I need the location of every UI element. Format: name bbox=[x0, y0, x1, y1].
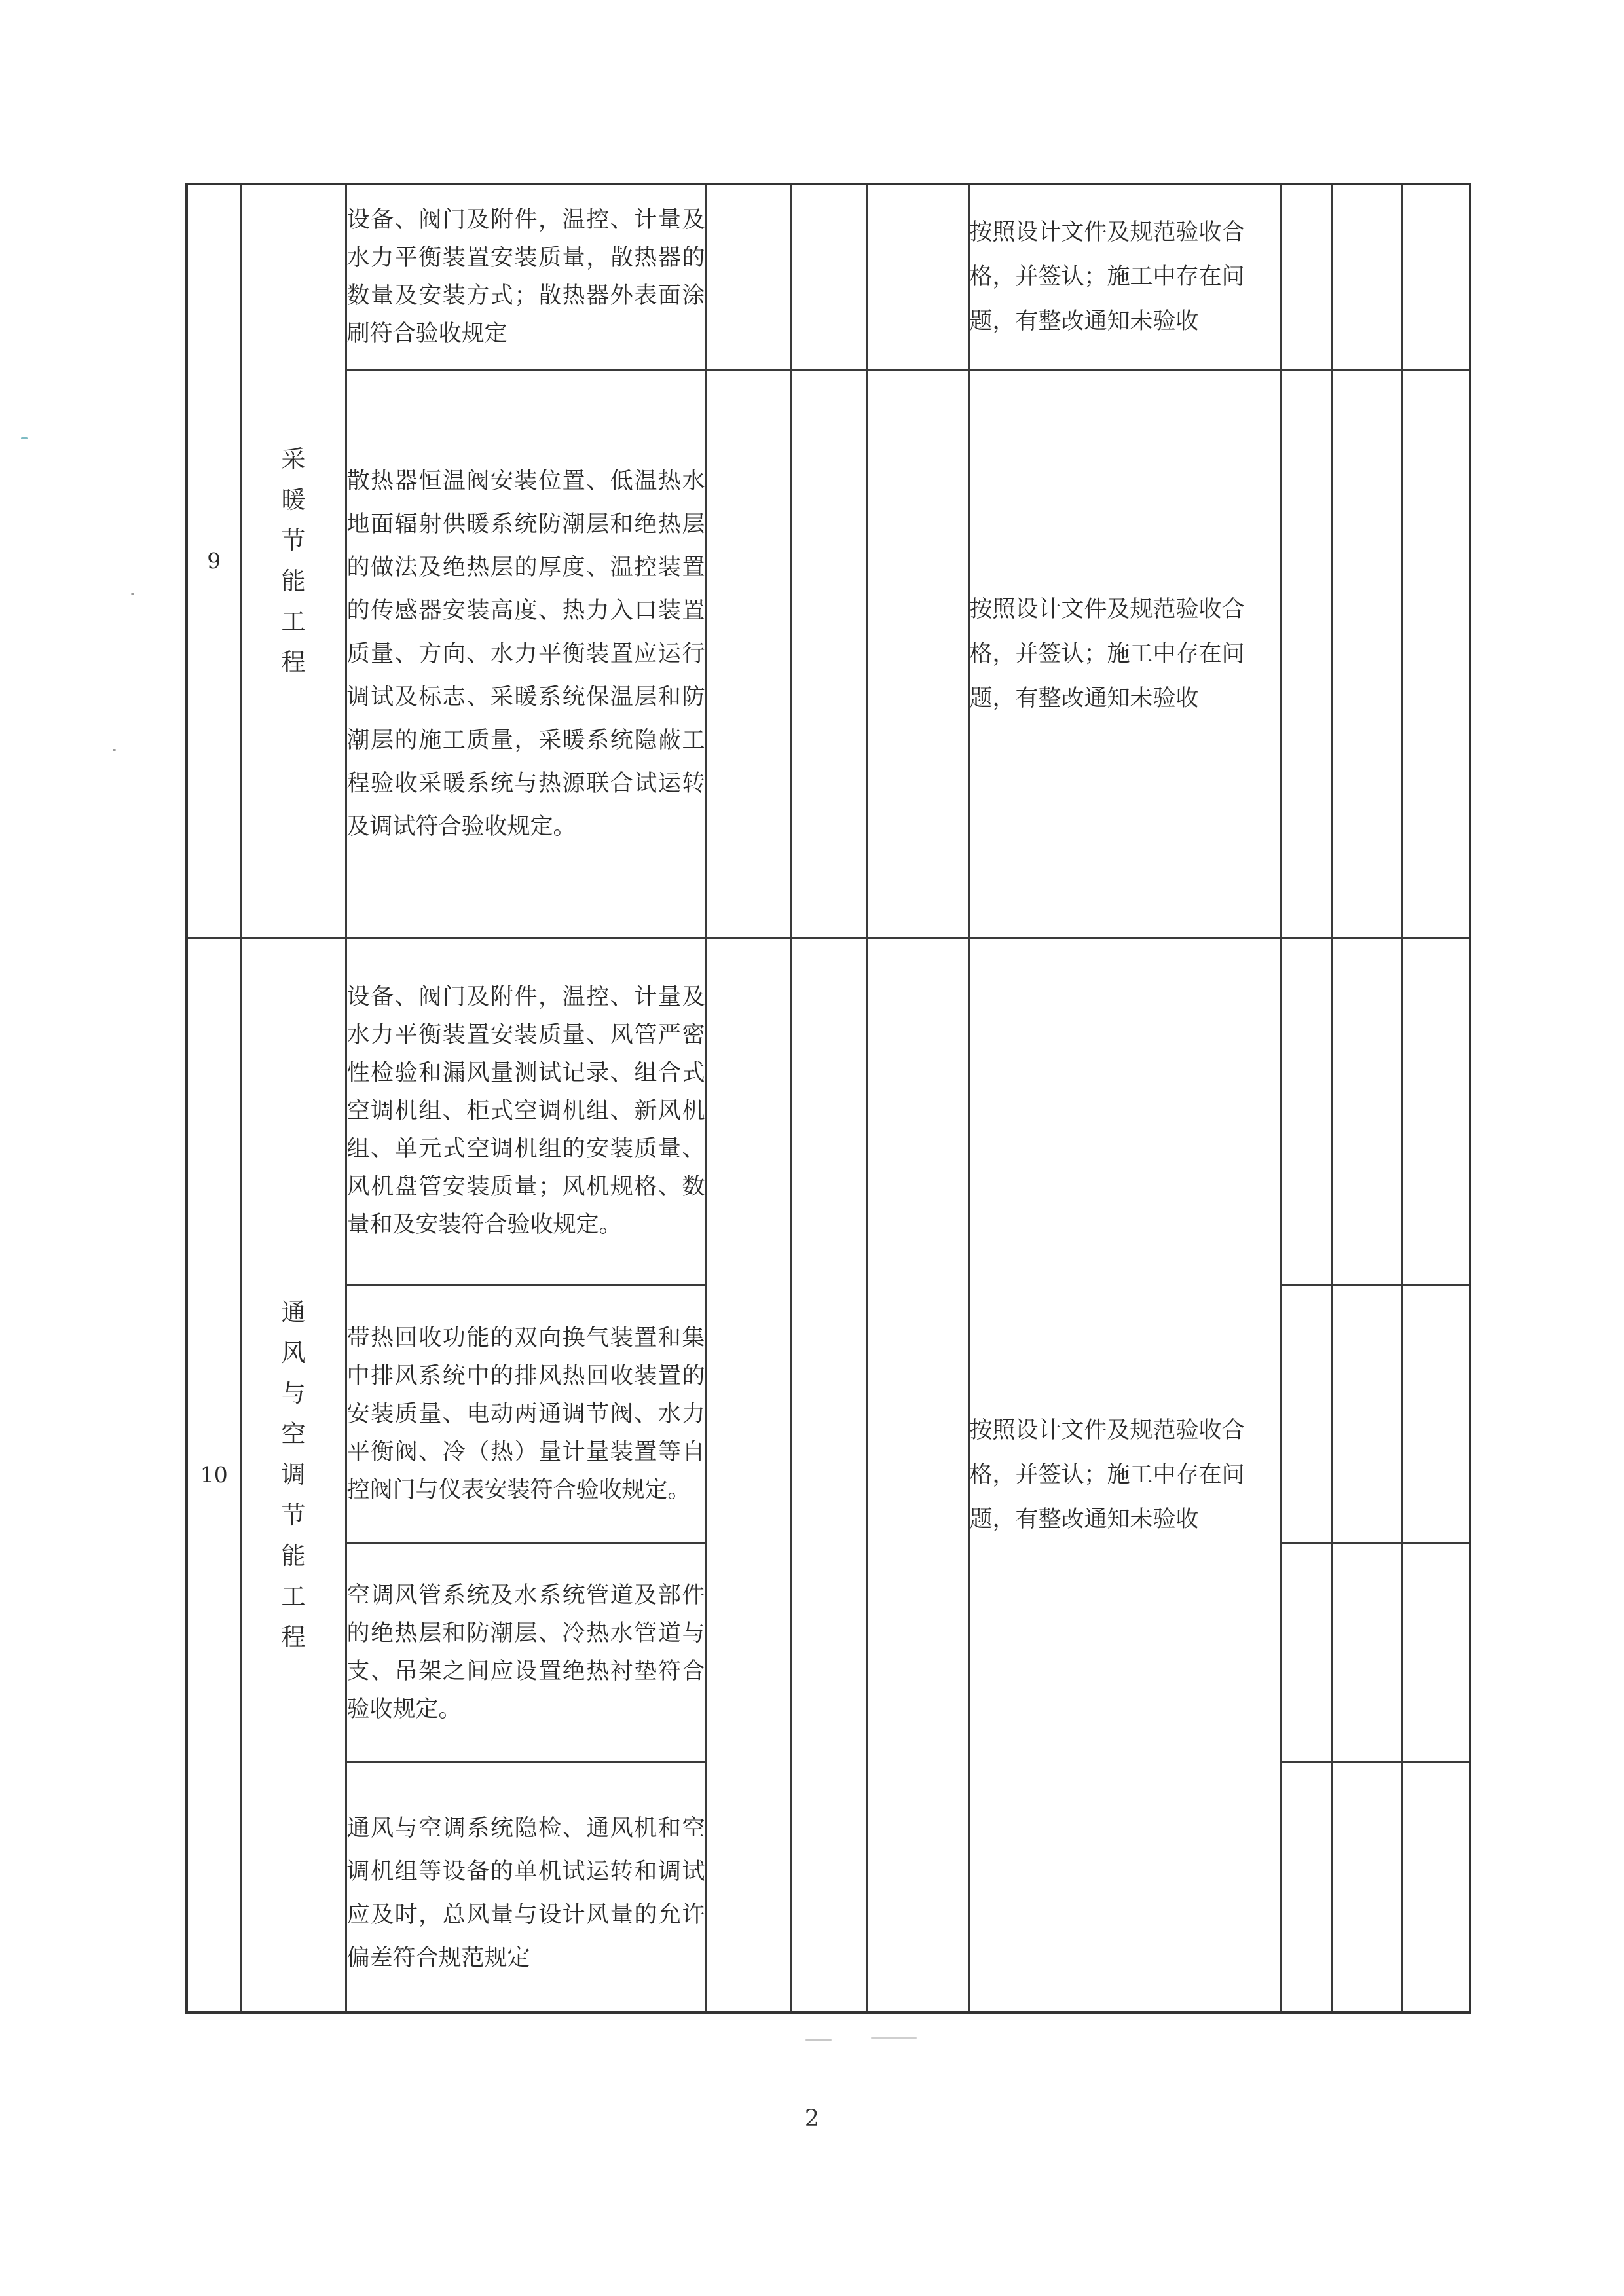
blank-cell bbox=[1331, 1285, 1401, 1543]
blank-cell bbox=[867, 938, 969, 2013]
blank-cell bbox=[1331, 1762, 1401, 2013]
blank-cell bbox=[706, 370, 790, 938]
blank-cell bbox=[1331, 370, 1401, 938]
section-9-item-1-requirement: 按照设计文件及规范验收合格，并签认；施工中存在问题，有整改通知未验收 bbox=[969, 184, 1280, 370]
section-9-item-2-content: 散热器恒温阀安装位置、低温热水地面辐射供暖系统防潮层和绝热层的做法及绝热层的厚度、温控装置的传感器安装高度、热力入口装置质量、方向、水力平衡装置应运行调试及标志、采暖系统保温层和防潮层的施工质量，采暖系统隐蔽工程验收采暖系统与热源联合试运转及调试符合验收规定。 bbox=[346, 370, 706, 938]
inspection-table bbox=[185, 183, 1471, 2014]
section-9-item-1-content: 设备、阀门及附件，温控、计量及水力平衡装置安装质量，散热器的数量及安装方式；散热器外表面涂刷符合验收规定 bbox=[346, 184, 706, 370]
section-10-project-label: 通风与空调节能工程 bbox=[281, 1298, 306, 1651]
section-10-item-4-content: 通风与空调系统隐检、通风机和空调机组等设备的单机试运转和调试应及时，总风量与设计风量的允许偏差符合规范规定 bbox=[346, 1762, 706, 2013]
section-9-item-2-requirement: 按照设计文件及规范验收合格，并签认；施工中存在问题，有整改通知未验收 bbox=[969, 370, 1280, 938]
scan-speck bbox=[805, 2039, 832, 2041]
section-10-item-2-content: 带热回收功能的双向换气装置和集中排风系统中的排风热回收装置的安装质量、电动两通调节阀、水力平衡阀、冷（热）量计量装置等自控阀门与仪表安装符合验收规定。 bbox=[346, 1285, 706, 1543]
blank-cell bbox=[1331, 1543, 1401, 1762]
table-row bbox=[187, 370, 1470, 938]
scan-speck bbox=[113, 749, 116, 751]
table-row bbox=[187, 184, 1470, 370]
blank-cell bbox=[1401, 938, 1470, 1285]
blank-cell bbox=[1401, 1762, 1470, 2013]
blank-cell bbox=[1280, 1285, 1331, 1543]
section-10-project bbox=[241, 938, 346, 2013]
section-10-requirement: 按照设计文件及规范验收合格，并签认；施工中存在问题，有整改通知未验收 bbox=[969, 938, 1280, 2013]
blank-cell bbox=[1280, 1543, 1331, 1762]
blank-cell bbox=[1280, 184, 1331, 370]
blank-cell bbox=[706, 184, 790, 370]
blank-cell bbox=[867, 370, 969, 938]
blank-cell bbox=[1331, 938, 1401, 1285]
section-9-project bbox=[241, 184, 346, 938]
blank-cell bbox=[1280, 370, 1331, 938]
blank-cell bbox=[1401, 1543, 1470, 1762]
scan-speck bbox=[871, 2037, 917, 2039]
blank-cell bbox=[1401, 1285, 1470, 1543]
page-number: 2 bbox=[804, 2105, 820, 2132]
blank-cell bbox=[1331, 184, 1401, 370]
scan-speck bbox=[131, 593, 134, 595]
section-10-item-1-content: 设备、阀门及附件，温控、计量及水力平衡装置安装质量、风管严密性检验和漏风量测试记录、组合式空调机组、柜式空调机组、新风机组、单元式空调机组的安装质量、风机盘管安装质量；风机规格、数量和及安装符合验收规定。 bbox=[346, 938, 706, 1285]
blank-cell bbox=[790, 938, 867, 2013]
section-9-seq: 9 bbox=[187, 184, 241, 938]
section-9-project-label: 采暖节能工程 bbox=[281, 445, 306, 676]
blank-cell bbox=[1280, 1762, 1331, 2013]
blank-cell bbox=[1401, 370, 1470, 938]
blank-cell bbox=[1280, 938, 1331, 1285]
blank-cell bbox=[706, 938, 790, 2013]
blank-cell bbox=[790, 370, 867, 938]
blank-cell bbox=[867, 184, 969, 370]
section-10-seq: 10 bbox=[187, 938, 241, 2013]
blank-cell bbox=[790, 184, 867, 370]
table-row bbox=[187, 938, 1470, 1285]
scan-speck bbox=[21, 437, 28, 439]
section-10-item-3-content: 空调风管系统及水系统管道及部件的绝热层和防潮层、冷热水管道与支、吊架之间应设置绝热衬垫符合验收规定。 bbox=[346, 1543, 706, 1762]
blank-cell bbox=[1401, 184, 1470, 370]
